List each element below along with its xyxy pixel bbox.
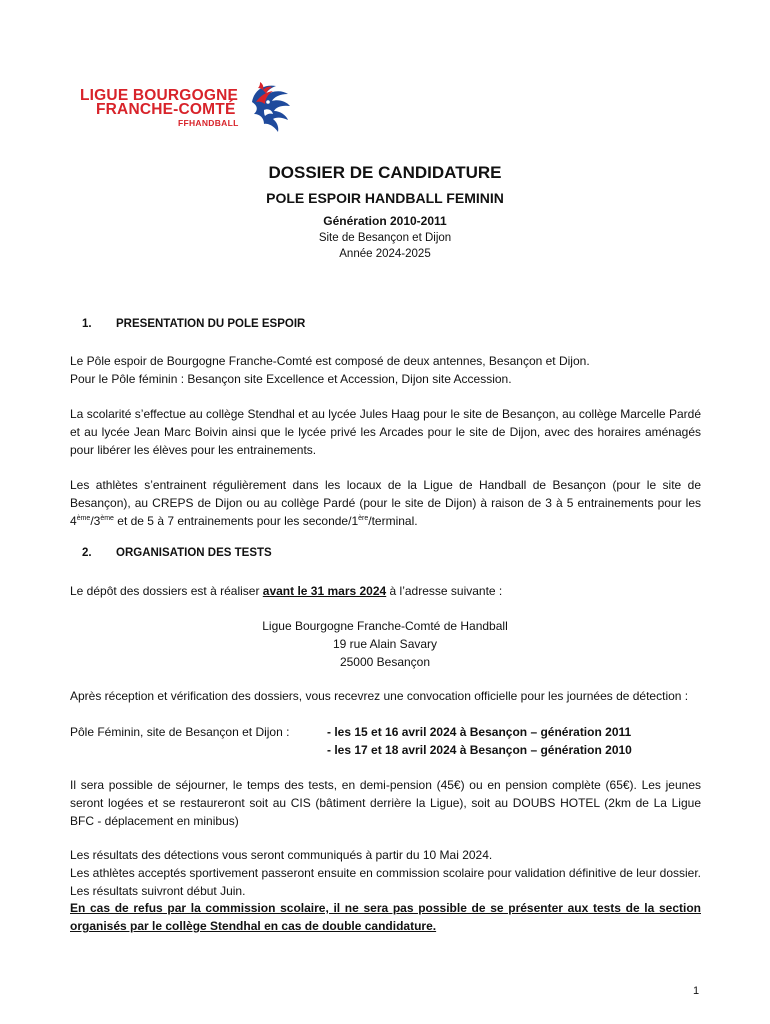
logo-line-1: LIGUE BOURGOGNE (80, 87, 239, 104)
warning-paragraph: En cas de refus par la commission scolaire, il ne sera pas possible de se présenter aux tests de la section organisés par le collège Stendhal en cas de double candidature. (70, 901, 701, 933)
superscript: ème (100, 515, 114, 522)
paragraph-text: /terminal. (368, 514, 418, 528)
test-date-1: - les 15 et 16 avril 2024 à Besançon – génération 2011 (327, 725, 632, 739)
section-2-title: ORGANISATION DES TESTS (116, 547, 272, 559)
document-subtitle: POLE ESPOIR HANDBALL FEMININ (266, 190, 504, 206)
test-date-2: - les 17 et 18 avril 2024 à Besançon – génération 2010 (327, 743, 632, 757)
section-1-number: 1. (82, 318, 92, 330)
rooster-logo-icon (246, 80, 292, 136)
paragraph-text: à l’adresse suivante : (386, 584, 503, 598)
section-1-paragraph-1 (70, 352, 701, 388)
generation-label: Génération 2010-2011 (323, 214, 447, 228)
results-paragraph-2: Les athlètes acceptés sportivement passeront ensuite en commission scolaire pour validation définitive de leur dossier. Les résultats suivront début Juin. (70, 866, 702, 898)
league-logo (80, 80, 290, 136)
superscript: ème (76, 515, 91, 522)
paragraph-line: Le Pôle espoir de Bourgogne Franche-Comté est composé de deux antennes, Besançon et Dijon. (70, 354, 590, 368)
year-label: Année 2024-2025 (339, 248, 431, 260)
logo-line-3: FFHANDBALL (178, 118, 239, 128)
logo-line-2: FRANCHE-COMTÉ (96, 101, 236, 118)
section-2-heading (82, 547, 272, 559)
results-paragraph-1: Les résultats des détections vous seront communiqués à partir du 10 Mai 2024. (70, 848, 493, 862)
paragraph-text: et de 5 à 7 entrainements pour les seconde/1 (113, 514, 359, 528)
page-number: 1 (693, 985, 700, 997)
paragraph-line: Pour le Pôle féminin : Besançon site Excellence et Accession, Dijon site Accession. (70, 372, 512, 386)
convocation-paragraph: Après réception et vérification des dossiers, vous recevrez une convocation officielle pour les journées de détection : (70, 689, 689, 703)
sites-label: Site de Besançon et Dijon (318, 232, 452, 244)
document-title: DOSSIER DE CANDIDATURE (268, 163, 502, 182)
section-1-heading (82, 318, 305, 330)
deadline-text: avant le 31 mars 2024 (262, 584, 387, 598)
paragraph-text: Le dépôt des dossiers est à réaliser (70, 584, 263, 598)
paragraph-text: /3 (90, 514, 101, 528)
section-1-paragraph-2: La scolarité s’effectue au collège Stendhal et au lycée Jules Haag pour le site de Besançon, au collège Marcelle Pardé et au lycée Jean Marc Boivin ainsi que le lycée privé les Arcades pour le site de Dijon, avec des horaires aménagés pour libérer les élèves pour les entrainements. (70, 407, 701, 457)
address-block (0, 617, 770, 671)
superscript: ère (358, 515, 369, 522)
paragraph-text: Les athlètes s’entrainent régulièrement dans les locaux de la Ligue de Handball de Besançon (pour le site de Besançon), au CREPS de Dijon ou au collège Pardé (pour le site de Dijon) à raison de 3 à 5 entrainements pour les 4 (70, 478, 701, 528)
section-2-number: 2. (82, 547, 92, 559)
site-label: Pôle Féminin, site de Besançon et Dijon : (70, 725, 290, 739)
stay-paragraph: Il sera possible de séjourner, le temps des tests, en demi-pension (45€) ou en pension complète (65€). Les jeunes seront logées et se restaureront soit au CIS (bâtiment derrière la Ligue), soit au DOUBS HOTEL (2km de La Ligue BFC - déplacement en minibus) (70, 778, 701, 828)
deposit-paragraph (70, 582, 701, 600)
section-1-paragraph-3 (70, 476, 701, 530)
address-line: Ligue Bourgogne Franche-Comté de Handball (262, 619, 508, 633)
section-1-title: PRESENTATION DU POLE ESPOIR (116, 318, 306, 330)
address-line: 19 rue Alain Savary (332, 637, 438, 651)
address-line: 25000 Besançon (339, 655, 431, 669)
